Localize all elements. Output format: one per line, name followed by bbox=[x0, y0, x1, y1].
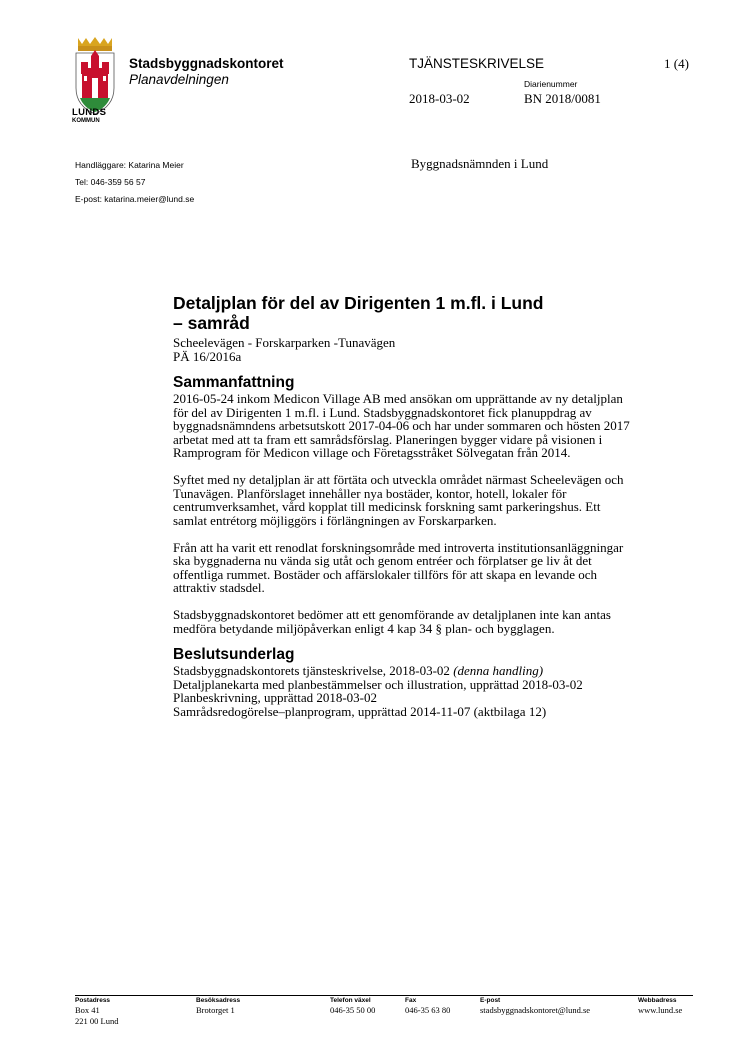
footer-besoksadress: Besöksadress Brotorget 1 bbox=[196, 997, 241, 1015]
footer-epost: E-post stadsbyggnadskontoret@lund.se bbox=[480, 997, 591, 1015]
subtitle-location: Scheelevägen - Forskarparken -Tunavägen bbox=[173, 335, 396, 350]
document-reference: BN 2018/0081 bbox=[524, 91, 601, 106]
logo-text-lunds: LUNDS bbox=[72, 107, 107, 118]
document-title bbox=[173, 293, 633, 333]
diarienummer-label: Diarienummer bbox=[524, 79, 578, 89]
basis-item: Planbeskrivning, upprättad 2018-03-02 bbox=[173, 690, 377, 705]
subtitle-reference: PÄ 16/2016a bbox=[173, 348, 242, 364]
basis-item: Stadsbyggnadskontorets tjänsteskrivelse, 2018-03-02 (denna handling) bbox=[173, 663, 544, 678]
summary-paragraph: Syftet med ny detaljplan är att förtäta och utveckla området närmast Scheelevägen och Tunavägen. Planförslaget innehåller nya bostäder, kontor, hotell, lokaler för centrumverksamhet, vård kopplat till medicinsk forskning samt parkeringshus. Ett samlat entrétorg möjliggörs i förlängningen av Forskarparken. bbox=[173, 472, 624, 528]
basis-heading: Beslutsunderlag bbox=[173, 646, 295, 663]
recipient: Byggnadsnämnden i Lund bbox=[411, 156, 549, 171]
document-date: 2018-03-02 bbox=[409, 91, 470, 106]
page-number: 1 (4) bbox=[664, 56, 689, 71]
summary-paragraph: Stadsbyggnadskontoret bedömer att ett genomförande av detaljplanen inte kan antas medföra betydande miljöpåverkan enligt 4 kap 34 § plan- och bygglagen. bbox=[173, 607, 611, 636]
basis-item: Samrådsredogörelse–planprogram, upprättad 2014-11-07 (aktbilaga 12) bbox=[173, 703, 547, 719]
footer-webbadress: Webbadress www.lund.se bbox=[638, 997, 683, 1015]
title-line-1: Detaljplan för del av Dirigenten 1 m.fl. i Lund bbox=[173, 293, 544, 313]
summary-heading: Sammanfattning bbox=[173, 374, 295, 391]
basis-list bbox=[173, 664, 633, 718]
org-name: Stadsbyggnadskontoret bbox=[129, 56, 284, 71]
contact-phone: Tel: 046-359 56 57 bbox=[75, 177, 146, 187]
footer-postadress: Postadress Box 41 221 00 Lund bbox=[75, 997, 119, 1026]
contact-email: E-post: katarina.meier@lund.se bbox=[75, 194, 195, 204]
lunds-kommun-logo bbox=[72, 36, 118, 128]
logo-text-kommun: KOMMUN bbox=[72, 118, 100, 124]
footer-fax: Fax 046-35 63 80 bbox=[405, 997, 451, 1015]
footer-telefon: Telefon växel 046-35 50 00 bbox=[330, 997, 376, 1015]
main-content bbox=[173, 293, 633, 718]
summary-paragraph: Från att ha varit ett renodlat forskningsområde med introverta institutionsanläggningar ska byggnaderna nu vända sig utåt och genom entréer och förplatser ge liv åt det offentliga rummet. Bostäder och affärslokaler tillförs för att skapa en levande och attraktiv stadsdel. bbox=[173, 539, 624, 595]
document-type: TJÄNSTESKRIVELSE bbox=[409, 56, 545, 71]
basis-item: Detaljplanekarta med planbestämmelser och illustration, upprättad 2018-03-02 bbox=[173, 676, 583, 692]
contact-handler: Handläggare: Katarina Meier bbox=[75, 160, 184, 170]
summary-paragraph: 2016-05-24 inkom Medicon Village AB med ansökan om upprättande av ny detaljplan för del av Dirigenten 1 m.fl. i Lund. Stadsbyggnadskontoret fick planuppdrag av byggnadsnämndens arbetsutskott 2017-04-06 och har under sommaren och hösten 2017 arbetat med att ta fram ett samrådsförslag. Planeringen bygger vidare på visionen i Ramprogram för Medicon village och Företagsstråket Sölvegatan från 2014. bbox=[173, 391, 630, 460]
crest-icon bbox=[72, 36, 118, 116]
footer-divider bbox=[75, 995, 693, 996]
title-line-2: – samråd bbox=[173, 313, 250, 333]
org-department: Planavdelningen bbox=[129, 72, 229, 87]
